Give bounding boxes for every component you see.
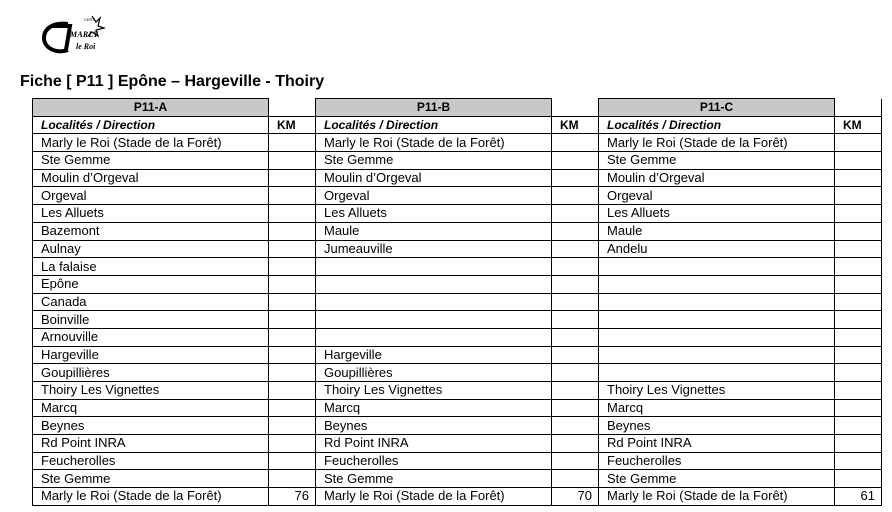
- locality-cell: Marly le Roi (Stade de la Forêt): [599, 488, 835, 506]
- table-row: [33, 399, 882, 417]
- locality-cell: La falaise: [33, 258, 269, 276]
- km-cell: [552, 187, 599, 205]
- km-cell: [269, 382, 316, 400]
- locality-cell: Rd Point INRA: [33, 435, 269, 453]
- locality-cell: Ste Gemme: [316, 152, 552, 170]
- group-header-spacer: [552, 99, 599, 117]
- table-row: [33, 328, 882, 346]
- km-cell: [835, 169, 882, 187]
- table-row: [33, 152, 882, 170]
- locality-cell: Feucherolles: [316, 452, 552, 470]
- km-cell: [552, 152, 599, 170]
- locality-cell: [599, 346, 835, 364]
- locality-cell: Arnouville: [33, 328, 269, 346]
- table-row: [33, 205, 882, 223]
- km-cell: [835, 364, 882, 382]
- locality-cell: Ste Gemme: [33, 152, 269, 170]
- column-header-row: [33, 116, 882, 134]
- km-cell: [835, 152, 882, 170]
- locality-cell: [316, 275, 552, 293]
- km-cell: 61: [835, 488, 882, 506]
- locality-cell: Marcq: [316, 399, 552, 417]
- locality-cell: Boinville: [33, 311, 269, 329]
- locality-cell: Thoiry Les Vignettes: [599, 382, 835, 400]
- km-cell: [835, 187, 882, 205]
- km-cell: [552, 435, 599, 453]
- table-row: [33, 382, 882, 400]
- km-cell: [835, 205, 882, 223]
- km-cell: [835, 293, 882, 311]
- table-row: [33, 187, 882, 205]
- locality-cell: [316, 293, 552, 311]
- column-header-localites: Localités / Direction: [316, 116, 552, 134]
- table-row: [33, 240, 882, 258]
- locality-cell: [599, 293, 835, 311]
- table-row: [33, 417, 882, 435]
- table-row: [33, 470, 882, 488]
- km-cell: [552, 205, 599, 223]
- locality-cell: Ste Gemme: [599, 470, 835, 488]
- km-cell: [552, 311, 599, 329]
- km-cell: [835, 417, 882, 435]
- locality-cell: Ste Gemme: [316, 470, 552, 488]
- locality-cell: Ste Gemme: [599, 152, 835, 170]
- table-row: [33, 258, 882, 276]
- route-table: [32, 98, 882, 506]
- locality-cell: [599, 311, 835, 329]
- locality-cell: Marly le Roi (Stade de la Forêt): [316, 488, 552, 506]
- locality-cell: Orgeval: [33, 187, 269, 205]
- locality-cell: Beynes: [599, 417, 835, 435]
- locality-cell: Beynes: [33, 417, 269, 435]
- km-cell: [269, 258, 316, 276]
- km-cell: [552, 346, 599, 364]
- table-row: [33, 169, 882, 187]
- locality-cell: Marly le Roi (Stade de la Forêt): [316, 134, 552, 152]
- km-cell: [269, 399, 316, 417]
- locality-cell: Feucherolles: [599, 452, 835, 470]
- locality-cell: Marly le Roi (Stade de la Forêt): [33, 134, 269, 152]
- locality-cell: Hargeville: [33, 346, 269, 364]
- table-row: [33, 222, 882, 240]
- locality-cell: [599, 364, 835, 382]
- locality-cell: Les Alluets: [33, 205, 269, 223]
- locality-cell: Les Alluets: [599, 205, 835, 223]
- km-cell: [552, 134, 599, 152]
- locality-cell: Andelu: [599, 240, 835, 258]
- logo-small-text: CERT: [84, 17, 95, 22]
- km-cell: [835, 222, 882, 240]
- km-cell: [552, 240, 599, 258]
- km-cell: [269, 187, 316, 205]
- km-cell: [269, 205, 316, 223]
- locality-cell: Hargeville: [316, 346, 552, 364]
- km-cell: [269, 169, 316, 187]
- locality-cell: [599, 258, 835, 276]
- locality-cell: Maule: [599, 222, 835, 240]
- table-row: [33, 488, 882, 506]
- km-cell: [269, 152, 316, 170]
- table-row: [33, 311, 882, 329]
- km-cell: [269, 435, 316, 453]
- km-cell: [835, 435, 882, 453]
- km-cell: [552, 470, 599, 488]
- km-cell: [269, 222, 316, 240]
- group-header-a: P11-A: [33, 99, 269, 117]
- km-cell: [835, 399, 882, 417]
- locality-cell: Maule: [316, 222, 552, 240]
- locality-cell: Orgeval: [316, 187, 552, 205]
- locality-cell: Moulin d’Orgeval: [316, 169, 552, 187]
- locality-cell: [316, 328, 552, 346]
- km-cell: [835, 311, 882, 329]
- table-row: [33, 452, 882, 470]
- logo-text-marly: MARLY: [70, 30, 99, 39]
- km-cell: [552, 399, 599, 417]
- km-cell: [269, 452, 316, 470]
- group-header-b: P11-B: [316, 99, 552, 117]
- locality-cell: Orgeval: [599, 187, 835, 205]
- km-cell: [552, 222, 599, 240]
- group-header-row: [33, 99, 882, 117]
- km-cell: [552, 452, 599, 470]
- table-body: [33, 134, 882, 505]
- table-row: [33, 134, 882, 152]
- km-cell: [835, 134, 882, 152]
- km-cell: [835, 258, 882, 276]
- locality-cell: [316, 258, 552, 276]
- km-cell: [269, 470, 316, 488]
- column-header-km: KM: [269, 116, 316, 134]
- km-cell: [835, 470, 882, 488]
- locality-cell: Canada: [33, 293, 269, 311]
- group-header-c: P11-C: [599, 99, 835, 117]
- km-cell: [269, 293, 316, 311]
- km-cell: [552, 382, 599, 400]
- locality-cell: Marcq: [33, 399, 269, 417]
- column-header-km: KM: [552, 116, 599, 134]
- locality-cell: Rd Point INRA: [599, 435, 835, 453]
- locality-cell: Marly le Roi (Stade de la Forêt): [599, 134, 835, 152]
- table-row: [33, 435, 882, 453]
- column-header-localites: Localités / Direction: [33, 116, 269, 134]
- locality-cell: Goupillières: [316, 364, 552, 382]
- locality-cell: [599, 275, 835, 293]
- km-cell: [269, 328, 316, 346]
- locality-cell: Jumeauville: [316, 240, 552, 258]
- km-cell: [835, 452, 882, 470]
- locality-cell: Moulin d’Orgeval: [33, 169, 269, 187]
- km-cell: [269, 134, 316, 152]
- km-cell: [552, 169, 599, 187]
- locality-cell: [316, 311, 552, 329]
- km-cell: [835, 240, 882, 258]
- locality-cell: Bazemont: [33, 222, 269, 240]
- km-cell: [835, 275, 882, 293]
- locality-cell: Thoiry Les Vignettes: [316, 382, 552, 400]
- logo-text-roi: le Roi: [76, 42, 96, 51]
- km-cell: [269, 240, 316, 258]
- locality-cell: Thoiry Les Vignettes: [33, 382, 269, 400]
- table-row: [33, 293, 882, 311]
- km-cell: 70: [552, 488, 599, 506]
- km-cell: [269, 275, 316, 293]
- locality-cell: Marly le Roi (Stade de la Forêt): [33, 488, 269, 506]
- column-header-localites: Localités / Direction: [599, 116, 835, 134]
- locality-cell: Les Alluets: [316, 205, 552, 223]
- locality-cell: Beynes: [316, 417, 552, 435]
- locality-cell: Epône: [33, 275, 269, 293]
- km-cell: [269, 346, 316, 364]
- locality-cell: [599, 328, 835, 346]
- km-cell: [552, 275, 599, 293]
- km-cell: [552, 258, 599, 276]
- column-header-km: KM: [835, 116, 882, 134]
- km-cell: [269, 311, 316, 329]
- km-cell: [552, 293, 599, 311]
- locality-cell: Ste Gemme: [33, 470, 269, 488]
- km-cell: [552, 417, 599, 435]
- club-logo: [40, 14, 112, 60]
- locality-cell: Moulin d’Orgeval: [599, 169, 835, 187]
- km-cell: [269, 417, 316, 435]
- km-cell: [835, 346, 882, 364]
- table-row: [33, 364, 882, 382]
- locality-cell: Aulnay: [33, 240, 269, 258]
- km-cell: [552, 364, 599, 382]
- locality-cell: Marcq: [599, 399, 835, 417]
- km-cell: [552, 328, 599, 346]
- locality-cell: Rd Point INRA: [316, 435, 552, 453]
- km-cell: [269, 364, 316, 382]
- km-cell: [835, 328, 882, 346]
- locality-cell: Feucherolles: [33, 452, 269, 470]
- table-row: [33, 275, 882, 293]
- group-header-spacer: [835, 99, 882, 117]
- group-header-spacer: [269, 99, 316, 117]
- km-cell: 76: [269, 488, 316, 506]
- table-row: [33, 346, 882, 364]
- locality-cell: Goupillières: [33, 364, 269, 382]
- page-title: Fiche [ P11 ] Epône – Hargeville - Thoiry: [20, 73, 325, 90]
- km-cell: [835, 382, 882, 400]
